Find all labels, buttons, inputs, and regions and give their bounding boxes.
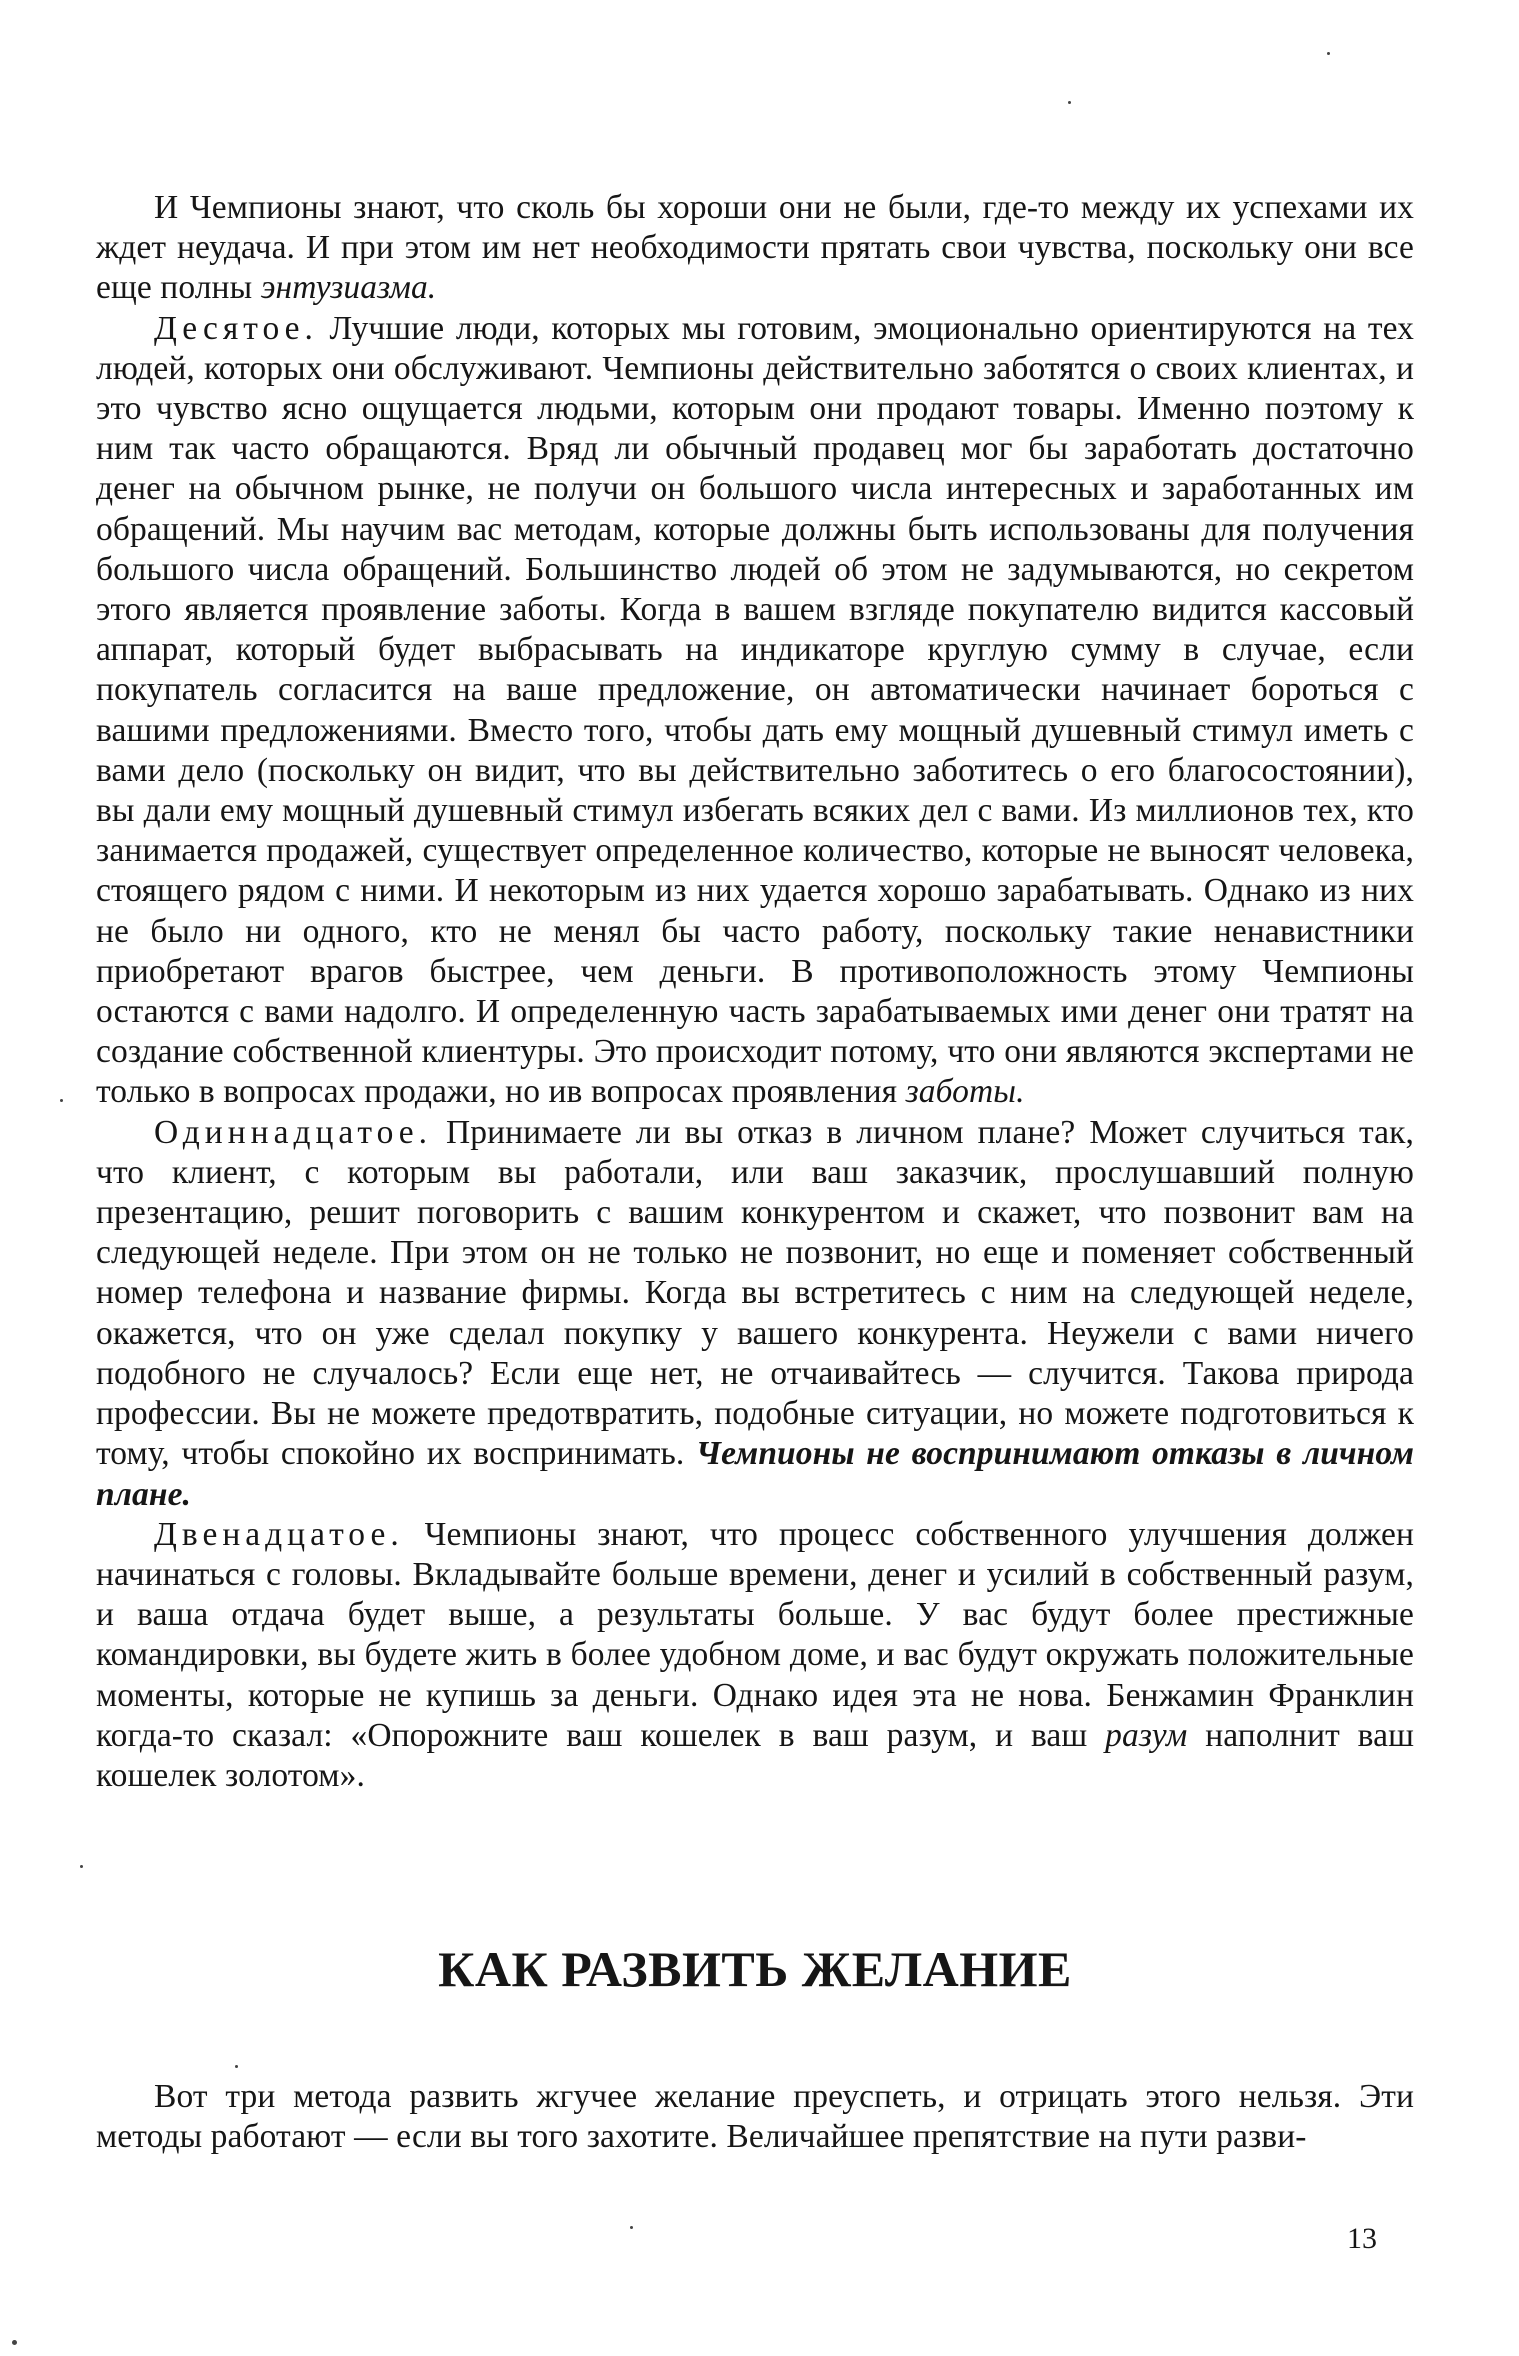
paragraph-1 bbox=[96, 188, 1414, 309]
scan-speck bbox=[630, 2226, 633, 2229]
paragraph-10th bbox=[96, 309, 1414, 1113]
scan-speck bbox=[60, 1099, 63, 1102]
paragraph-11th-text: Принимаете ли вы отказ в личном плане? Может случиться так, что клиент, с которым вы работали, или ваш заказчик, прослушавший полную презентацию, решит поговорить с вашим конкурентом и скажет, что позвонит вам на следующей неделе. При этом он не только не позвонит, но еще и поменяет собственный номер телефона и название фирмы. Когда вы встретитесь с ним на следующей неделе, окажется, что он уже сделал покупку у вашего конкурента. Неужели с вами ничего подобного не случалось? Если еще нет, не отчаивайтесь — случится. Такова природа профессии. Вы не можете предотвратить, подобные ситуации, но можете подготовиться к тому, чтобы спокойно их воспринимать. bbox=[96, 1113, 1414, 1473]
paragraph-10th-lead: Десятое. bbox=[154, 309, 318, 347]
page-body bbox=[96, 188, 1414, 1796]
paragraph-12th-lead: Двенадцатое. bbox=[154, 1515, 404, 1553]
paragraph-12th-emphasis: разум bbox=[1105, 1716, 1188, 1754]
scan-speck bbox=[12, 2340, 17, 2345]
paragraph-12th bbox=[96, 1515, 1414, 1796]
scan-speck bbox=[1327, 52, 1330, 55]
paragraph-1-text: И Чемпионы знают, что сколь бы хороши они не были, где-то между их успехами их ждет неудача. И при этом им нет необходимости прятать свои чувства, поскольку они все еще полны bbox=[96, 189, 1414, 307]
section-intro-paragraph: Вот три метода развить жгучее желание преуспеть, и отрицать этого нельзя. Эти методы работают — если вы того захотите. Величайшее препятствие на пути разви- bbox=[96, 2078, 1414, 2156]
paragraph-1-emphasis: энтузиазма. bbox=[260, 269, 437, 307]
section-heading: КАК РАЗВИТЬ ЖЕЛАНИЕ bbox=[438, 1941, 1072, 1997]
scan-speck bbox=[235, 2065, 238, 2068]
paragraph-11th-lead: Одиннадцатое. bbox=[154, 1113, 433, 1151]
paragraph-12th-text-before: Чемпионы знают, что процесс собственного улучшения должен начинаться с головы. Вкладывайте больше времени, денег и усилий в собственный разум, и ваша отдача будет выше, а результаты больше. У вас будут более престижные командировки, вы будете жить в более удобном доме, и вас будут окружать положительные моменты, которые не купишь за деньги. Однако идея эта не нова. Бенжамин Франклин когда-то сказал: «Опорожните ваш кошелек в ваш разум, и ваш bbox=[96, 1515, 1414, 1754]
page-number: 13 bbox=[1347, 2222, 1377, 2255]
scan-speck bbox=[1068, 101, 1071, 104]
paragraph-12th-text-after: наполнит ваш кошелек золотом». bbox=[96, 1716, 1414, 1794]
paragraph-11th bbox=[96, 1113, 1414, 1515]
paragraph-10th-text: Лучшие люди, которых мы готовим, эмоционально ориентируются на тех людей, которых они обслуживают. Чемпионы действительно заботятся о своих клиентах, и это чувство ясно ощущается людьми, которым они продают товары. Именно поэтому к ним так часто обращаются. Вряд ли обычный продавец мог бы заработать достаточно денег на обычном рынке, не получи он большого числа интересных и заработанных им обращений. Мы научим вас методам, которые должны быть использованы для получения большого числа обращений. Большинство людей об этом не задумываются, но секретом этого является проявление заботы. Когда в вашем взгляде покупателю видится кассовый аппарат, который будет выбрасывать на индикаторе круглую сумму в случае, если покупатель согласится на ваше предложение, он автоматически начинает бороться с вашими предложениями. Вместо того, чтобы дать ему мощный душевный стимул иметь с вами дело (поскольку он видит, что вы действительно заботитесь о его благосостоянии), вы дали ему мощный душевный стимул избегать всяких дел с вами. Из миллионов тех, кто занимается продажей, существует определенное количество, которые не выносят человека, стоящего рядом с ними. И некоторым из них удается хорошо зарабатывать. Однако из них не было ни одного, кто не менял бы часто работу, поскольку такие ненавистники приобретают врагов быстрее, чем деньги. В противоположность этому Чемпионы остаются с вами надолго. И определенную часть зарабатываемых ими денег они тратят на создание собственной клиентуры. Это происходит потому, что они являются экспертами не только в вопросах продажи, но ив вопросах проявления bbox=[96, 309, 1414, 1111]
scan-speck bbox=[80, 1865, 83, 1868]
paragraph-11th-emphasis: Чемпионы не воспринимают отказы в личном плане. bbox=[96, 1435, 1414, 1513]
paragraph-10th-emphasis: заботы. bbox=[905, 1073, 1025, 1111]
